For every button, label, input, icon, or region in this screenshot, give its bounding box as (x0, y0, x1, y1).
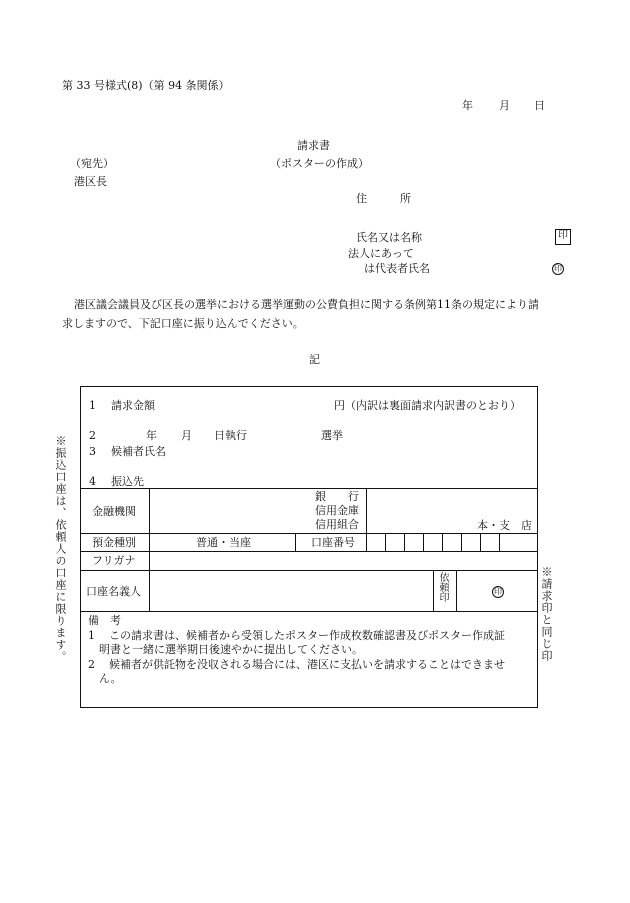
table-line (366, 488, 367, 551)
furigana-label: フリガナ (92, 554, 136, 567)
note1-line2: 明書と一緒に選挙期日後速やかに提出してください。 (99, 643, 363, 656)
side-note-right: ※請求印と同じ印 (540, 566, 553, 662)
seal-square-mark: 印 (555, 229, 571, 245)
item2-day: 日執行 (214, 429, 247, 442)
addressee: 港区長 (74, 175, 107, 188)
date-day: 日 (534, 99, 545, 112)
table-line (385, 533, 386, 551)
seal-circle-mark: 印 (554, 264, 562, 273)
addressee-label: （宛先） (70, 157, 114, 170)
body-text-line2: 求しますので、下記口座に振り込んでください。 (62, 317, 304, 330)
page-title: 請求書 (297, 139, 330, 152)
bank-type-kumiai: 信用組合 (315, 518, 359, 531)
table-line (295, 533, 296, 551)
item1-num: 1 (89, 399, 96, 412)
table-line (480, 533, 481, 551)
item2-election: 選挙 (321, 429, 343, 442)
form-frame (80, 386, 538, 708)
note2-line1: 候補者が供託物を没収される場合には、港区に支払いを請求することはできませ (109, 658, 505, 671)
address-label: 住 所 (356, 192, 411, 205)
item3-num: 3 (89, 445, 96, 458)
deposit-type-label: 預金種別 (92, 536, 136, 549)
request-seal-mark: 印 (494, 587, 502, 596)
note2-num: 2 (88, 658, 95, 671)
table-line (404, 533, 405, 551)
table-line (442, 533, 443, 551)
corp-line2: は代表者氏名 (364, 262, 430, 275)
form-number: 第 33 号様式(8)（第 94 条関係） (62, 79, 230, 92)
date-year: 年 (462, 99, 473, 112)
request-seal-label: 依頼印 (437, 572, 448, 602)
table-line (423, 533, 424, 551)
item2-month: 月 (181, 429, 192, 442)
note1-num: 1 (88, 629, 95, 642)
branch-label: 本・支 店 (477, 519, 532, 532)
date-month: 月 (499, 99, 510, 112)
item4-label: 振込先 (111, 475, 144, 488)
item1-label: 請求金額 (111, 399, 155, 412)
item4-num: 4 (89, 475, 96, 488)
table-line (433, 570, 434, 611)
item1-yen: 円（内訳は裏面請求内訳書のとおり） (334, 399, 521, 412)
item2-num: 2 (89, 429, 96, 442)
remarks-heading: 備 考 (88, 614, 121, 627)
item3-label: 候補者氏名 (111, 445, 166, 458)
body-text-line1: 港区議会議員及び区長の選挙における選挙運動の公費負担に関する条例第11条の規定により請 (74, 298, 539, 311)
table-line (456, 570, 457, 611)
table-line (461, 533, 462, 551)
bank-type-shinkin: 信用金庫 (315, 504, 359, 517)
bank-type-bank: 銀 行 (315, 490, 359, 503)
holder-label: 口座名義人 (86, 585, 141, 598)
item2-year: 年 (146, 429, 157, 442)
ki-label: 記 (309, 353, 320, 366)
name-label: 氏名又は名称 (356, 231, 422, 244)
table-line (149, 488, 150, 611)
note2-line2: ん。 (99, 672, 122, 685)
subtitle: （ポスターの作成） (270, 157, 369, 170)
deposit-type-value: 普通・当座 (196, 536, 251, 549)
institution-label: 金融機関 (92, 505, 136, 518)
table-line (499, 533, 500, 551)
side-note-left: ※振込口座は、依頼人の口座に限ります。 (54, 435, 67, 663)
note1-line1: この請求書は、候補者から受領したポスター作成枚数確認書及びポスター作成証 (109, 629, 505, 642)
account-number-label: 口座番号 (311, 536, 355, 549)
table-line (81, 611, 537, 612)
corp-line1: 法人にあって (348, 247, 414, 260)
